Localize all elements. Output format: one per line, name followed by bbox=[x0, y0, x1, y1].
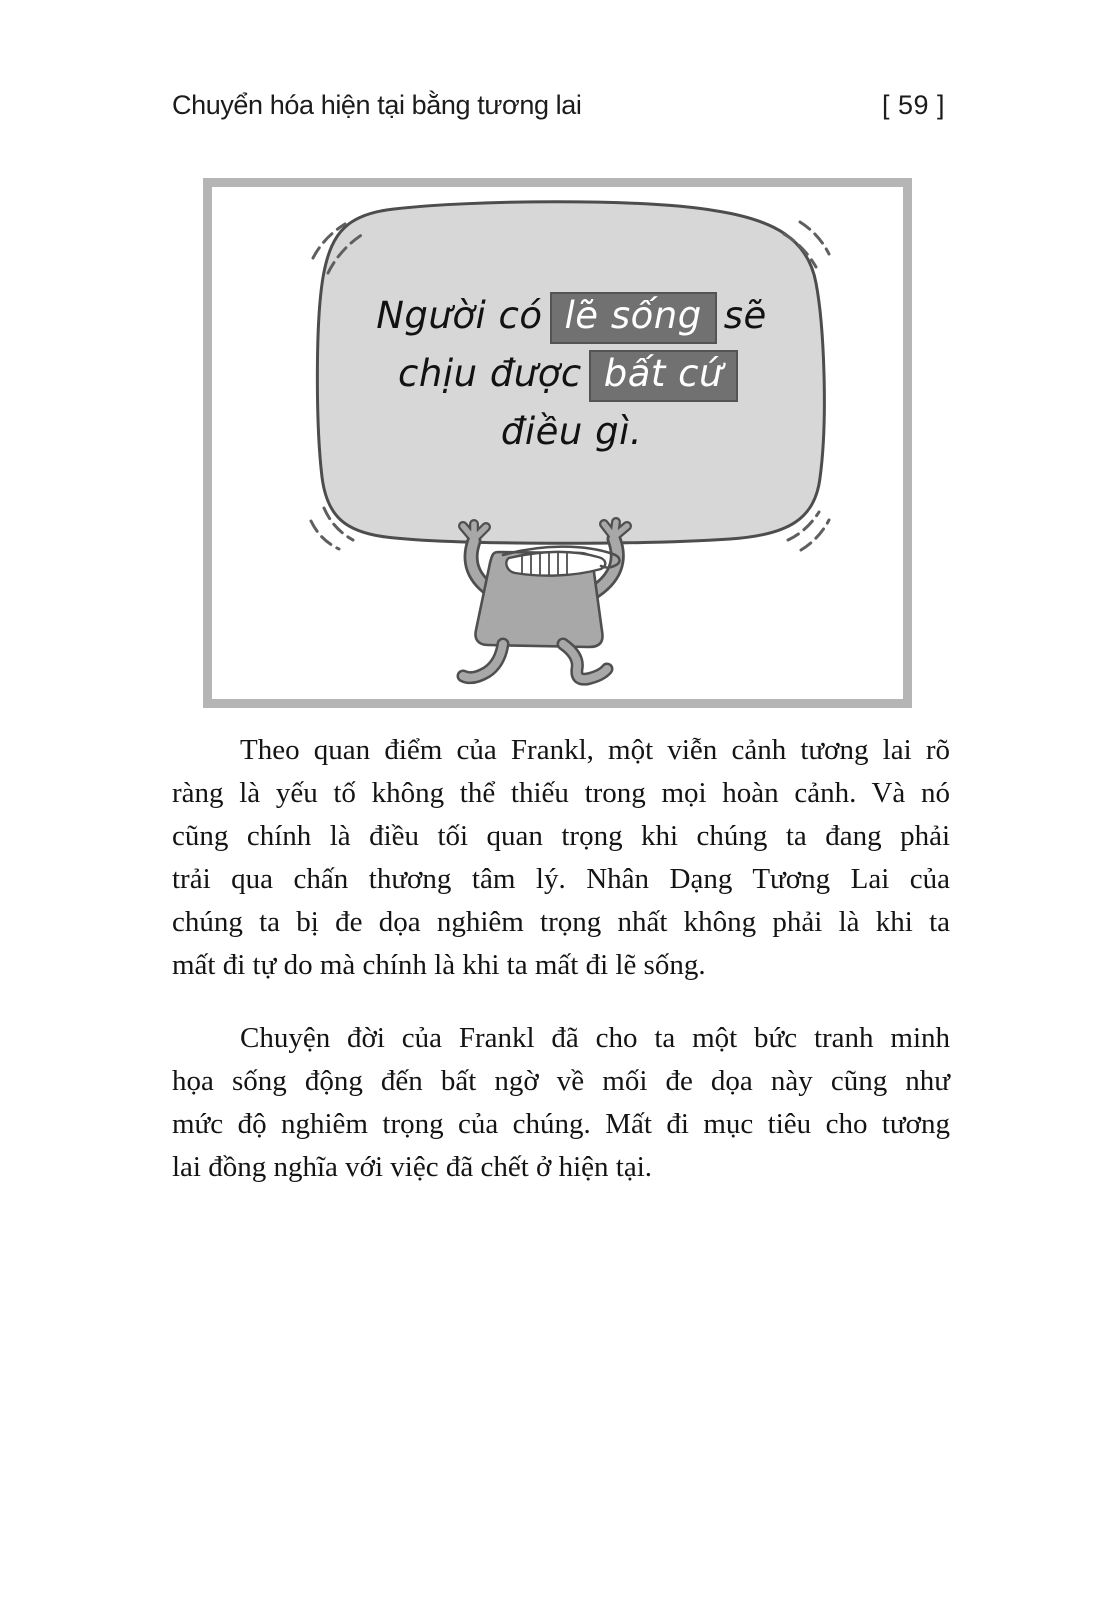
bubble-line-2-pre: chịu được bbox=[398, 351, 582, 395]
page-header bbox=[172, 90, 945, 121]
paragraph-1 bbox=[172, 729, 950, 987]
bubble-line-3 bbox=[501, 408, 642, 456]
text-line: ràng là yếu tố không thể thiếu trong mọi hoàn cảnh. Và nó bbox=[172, 777, 950, 809]
bubble-highlight-le-song: lẽ sống bbox=[550, 292, 717, 344]
text-line: Chuyện đời của Frankl đã cho ta một bức tranh minh bbox=[240, 1022, 950, 1054]
body-text bbox=[172, 729, 950, 1189]
bubble-line-1-pre: Người có bbox=[376, 294, 543, 338]
text-line: chúng ta bị đe dọa nghiêm trọng nhất không phải là khi ta bbox=[172, 906, 950, 938]
bubble-line-2 bbox=[398, 350, 745, 402]
illustration-frame bbox=[203, 178, 912, 708]
paragraph-2 bbox=[172, 1017, 950, 1189]
text-line: cũng chính là điều tối quan trọng khi chúng ta đang phải bbox=[172, 820, 950, 852]
page-number: [ 59 ] bbox=[881, 90, 945, 120]
text-line: mức độ nghiêm trọng của chúng. Mất đi mục tiêu cho tương bbox=[172, 1108, 950, 1140]
text-line: mất đi tự do mà chính là khi ta mất đi lẽ sống. bbox=[172, 949, 706, 981]
speech-bubble-text bbox=[318, 205, 825, 543]
character-grin-mouth bbox=[503, 547, 620, 576]
text-line: lai đồng nghĩa với việc đã chết ở hiện tại. bbox=[172, 1151, 653, 1183]
bubble-line-1 bbox=[376, 292, 766, 344]
bubble-line-1-post: sẽ bbox=[723, 294, 767, 338]
cartoon-character bbox=[463, 522, 627, 679]
text-line: Theo quan điểm của Frankl, một viễn cảnh tương lai rõ bbox=[240, 734, 950, 766]
bubble-highlight-bat-cu: bất cứ bbox=[589, 350, 738, 402]
character-left-leg bbox=[463, 644, 503, 678]
character-right-leg bbox=[563, 644, 607, 679]
bubble-line-3-text: điều gì. bbox=[500, 409, 643, 453]
text-line: trải qua chấn thương tâm lý. Nhân Dạng Tương Lai của bbox=[172, 863, 950, 895]
running-title: Chuyển hóa hiện tại bằng tương lai bbox=[172, 90, 582, 120]
text-line: họa sống động đến bất ngờ về mối đe dọa này cũng như bbox=[172, 1065, 950, 1097]
